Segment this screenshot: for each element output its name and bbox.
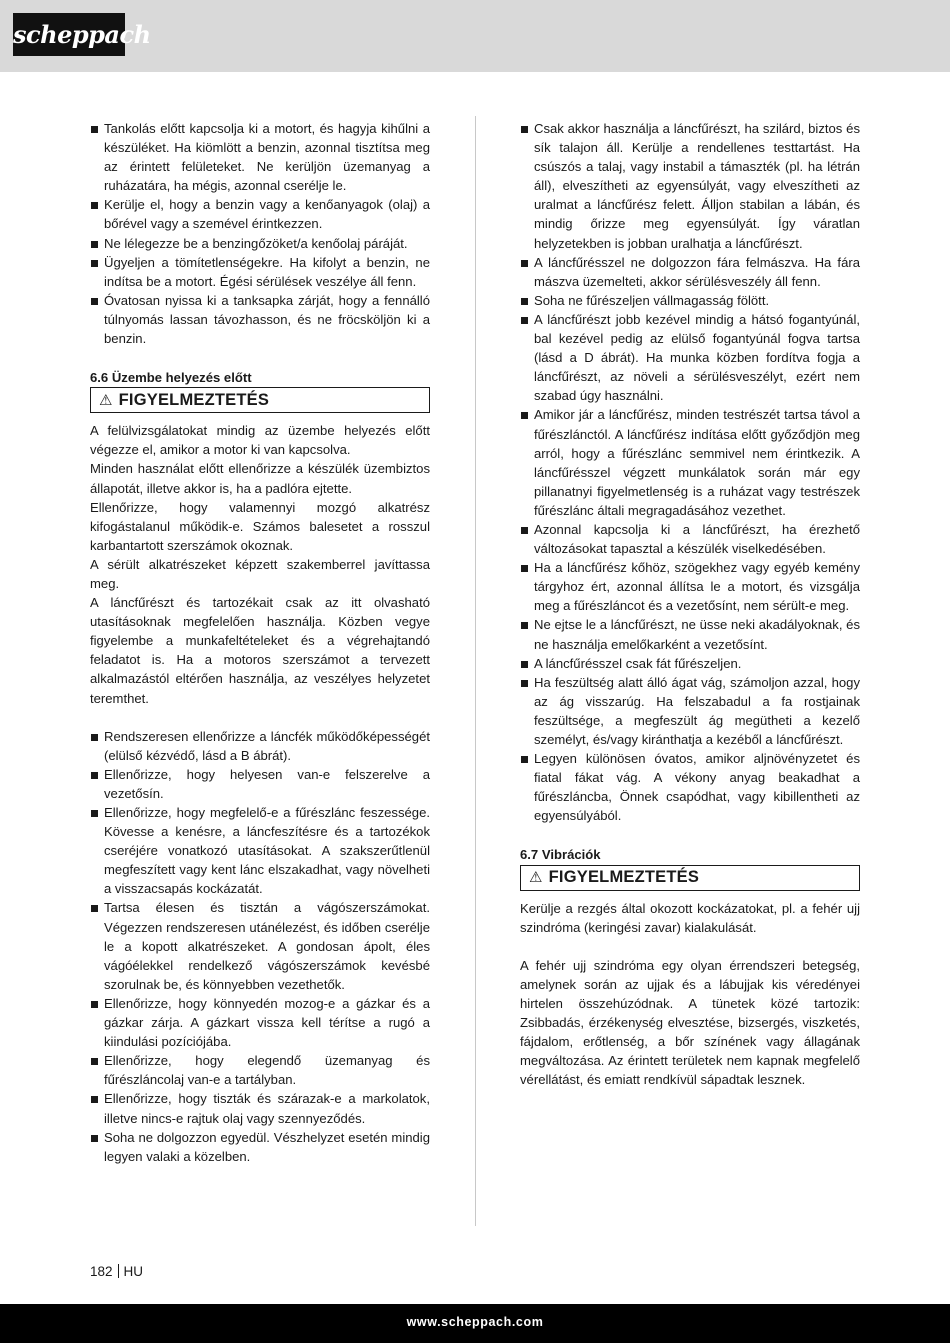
list-item: A láncfűrésszel csak fát fűrészeljen. [520, 654, 860, 673]
section-title: 6.6 Üzembe helyezés előtt [90, 370, 252, 386]
list-item: Ne ejtse le a láncfűrészt, ne üsse neki akadályoknak, és ne használja emelőkarként a vezetősínt. [520, 615, 860, 653]
list-item: A láncfűrészt jobb kezével mindig a hátsó fogantyúnál, bal kezével pedig az elülső fogantyúnál fogva tartsa (lásd a D ábrát). Ha munka közben fordítva fogja a láncfűrészt, az növeli a sérülésveszélyt, ezért nem szabad úgy használni. [520, 310, 860, 405]
list-item: Ellenőrizze, hogy elegendő üzemanyag és fűrészláncolaj van-e a tartályban. [90, 1051, 430, 1089]
pre-operation-checks-list [90, 727, 430, 1166]
scheppach-logo: scheppach [13, 13, 125, 56]
paragraph: Minden használat előtt ellenőrizze a készülék üzembiztos állapotát, illetve akkor is, ha a padlóra ejtette. [90, 461, 430, 496]
list-item: Soha ne fűrészeljen vállmagasság fölött. [520, 291, 860, 310]
warning-triangle-icon: ⚠ [529, 869, 543, 887]
paragraph: A felülvizsgálatokat mindig az üzembe helyezés előtt végezze el, amikor a motor ki van kapcsolva. [90, 423, 430, 458]
warning-box [520, 865, 860, 891]
page-footer [90, 1264, 143, 1279]
list-item: Tankolás előtt kapcsolja ki a motort, és hagyja kihűlni a készüléket. Ha kiömlött a benzin, azonnal tisztítsa meg az érintett felületeket. Ne kerüljön üzemanyag a ruházatára, ha mégis, azonnal cserélje le. [90, 119, 430, 195]
list-item: Ellenőrizze, hogy megfelelő-e a fűrészlánc feszessége. Kövesse a kenésre, a láncfeszítésre és a tartozékok cseréjére vonatkozó utasításokat. A szakszerűtlenül megfeszített vagy kent lánc elszakadhat, vagy növelheti a visszacsapás kockázatát. [90, 803, 430, 898]
paragraph: A láncfűrészt és tartozékait csak az itt olvasható utasításoknak megfelelően használja. Közben vegye figyelembe a munkafeltételeket és a végrehajtandó feladatot is. Ha a motoros szerszámot a tervezett alkalmazástól eltérően használja, az veszélyes helyzetet teremthet. [90, 595, 430, 706]
list-item: Ha feszültség alatt álló ágat vág, számoljon azzal, hogy az ág visszarúg. Ha felszabadul a fa rostjainak feszültsége, a megfeszült ág megütheti a kezelő személyt, és/vagy kiránthatja a kezéből a láncfűrészt. [520, 673, 860, 749]
list-item: Ellenőrizze, hogy könnyedén mozog-e a gázkar és a gázkar zárja. A gázkart vissza kell térítse a rugó a kiindulási pozíciójába. [90, 994, 430, 1051]
list-item: Csak akkor használja a láncfűrészt, ha szilárd, biztos és sík talajon áll. Kerülje a rendellenes testtartást. Ha csúszós a talaj, vagy instabil a támaszték (pl. ha létrán áll), elveszítheti az egyensúlyát, vagy elveszítheti az uralmat a láncfűrész felett. Álljon stabilan a lábán, és mindig őrizze meg egyensúlyát. Így váratlan helyzetekben is jobban uralhatja a láncfűrészt. [520, 119, 860, 253]
header-bar [0, 0, 950, 72]
warning-box [90, 387, 430, 413]
left-column [90, 119, 430, 1166]
website-link[interactable]: www.scheppach.com [406, 1315, 544, 1329]
list-item: Ne lélegezze be a benzingőzöket/a kenőolaj páráját. [90, 234, 430, 253]
paragraph: A fehér ujj szindróma egy olyan érrendszeri betegség, amelynek során az ujjak és a lábujjak kis véredényei hirtelen összehúzódnak. A tünetek közé tartozik: Zsibbadás, érzékenység elvesztése, bizsergés, viszketés, fájdalom, erőtlenség, a bőr színének vagy állagának megváltozása. Az érintett területek nem kapnak megfelelő vérellátást, és emiatt rendkívül sápadtak lesznek. [520, 957, 860, 1088]
list-item: Soha ne dolgozzon egyedül. Vészhelyzet esetén mindig legyen valaki a közelben. [90, 1128, 430, 1166]
language-code: HU [123, 1264, 144, 1279]
operation-safety-list [520, 119, 860, 825]
list-item: Tartsa élesen és tisztán a vágószerszámokat. Végezzen rendszeresen utánélezést, és időben cserélje le a kopott alkatrészeket. A gondosan ápolt, éles vágóélekkel rendelkező vágószerszámok kevésbé szorulnak be, és könnyebben vezethetők. [90, 898, 430, 993]
list-item: Óvatosan nyissa ki a tanksapka zárját, hogy a fennálló túlnyomás lassan távozhasson, és ne fröcsköljön ki a benzin. [90, 291, 430, 348]
list-item: Ügyeljen a tömítetlenségekre. Ha kifolyt a benzin, ne indítsa be a motort. Égési sérülések veszélye áll fenn. [90, 253, 430, 291]
paragraph: Kerülje a rezgés által okozott kockázatokat, pl. a fehér ujj szindróma (keringési zavar) kialakulását. [520, 900, 860, 935]
warning-label: FIGYELMEZTETÉS [118, 390, 270, 409]
fuel-safety-list [90, 119, 430, 348]
paragraph: A sérült alkatrészeket képzett szakemberrel javíttassa meg. [90, 556, 430, 591]
right-column [520, 119, 860, 1089]
page-number: 182 [90, 1264, 113, 1279]
footer-separator [118, 1264, 119, 1278]
paragraph: Ellenőrizze, hogy valamennyi mozgó alkatrész kifogástalanul működik-e. Számos balesetet a rosszul karbantartott szerszámok okoznak. [90, 499, 430, 553]
section-title: 6.7 Vibrációk [520, 847, 601, 863]
list-item: Ellenőrizze, hogy helyesen van-e felszerelve a vezetősín. [90, 765, 430, 803]
list-item: A láncfűrésszel ne dolgozzon fára felmászva. Ha fára mászva üzemelteti, akkor sérülésveszély áll fenn. [520, 253, 860, 291]
warning-triangle-icon: ⚠ [99, 391, 113, 409]
section-paragraphs [90, 421, 430, 707]
list-item: Amikor jár a láncfűrész, minden testrészét tartsa távol a fűrészlánctól. A láncfűrész indítása előtt győződjön meg arról, hogy a fűrészlánc semmivel nem érintkezik. A láncfűrésszel végzett munkálatok során már egy pillanatnyi figyelmetlenség is a ruházat vagy testrészek fűrészlánc általi megragadásához vezethet. [520, 405, 860, 520]
warning-label: FIGYELMEZTETÉS [548, 868, 700, 887]
list-item: Ha a láncfűrész kőhöz, szögekhez vagy egyéb kemény tárgyhoz ért, azonnal állítsa le a motort, és vizsgálja meg a fűrészláncot és a vezetősínt, nem sérült-e meg. [520, 558, 860, 615]
column-divider [475, 116, 476, 1226]
list-item: Azonnal kapcsolja ki a láncfűrészt, ha érezhető változásokat tapasztal a készülék viselkedésében. [520, 520, 860, 558]
list-item: Ellenőrizze, hogy tiszták és szárazak-e a markolatok, illetve nincs-e rajtuk olaj vagy szennyeződés. [90, 1089, 430, 1127]
list-item: Kerülje el, hogy a benzin vagy a kenőanyagok (olaj) a bőrével vagy a szemével érintkezzen. [90, 195, 430, 233]
list-item: Legyen különösen óvatos, amikor aljnövényzetet és fiatal fákat vág. A vékony anyag beakadhat a fűrészláncba, Önnek csapódhat, vagy kibillentheti az egyensúlyából. [520, 749, 860, 825]
list-item: Rendszeresen ellenőrizze a láncfék működőképességét (elülső kézvédő, lásd a B ábrát). [90, 727, 430, 765]
footer-bar [0, 1304, 950, 1343]
